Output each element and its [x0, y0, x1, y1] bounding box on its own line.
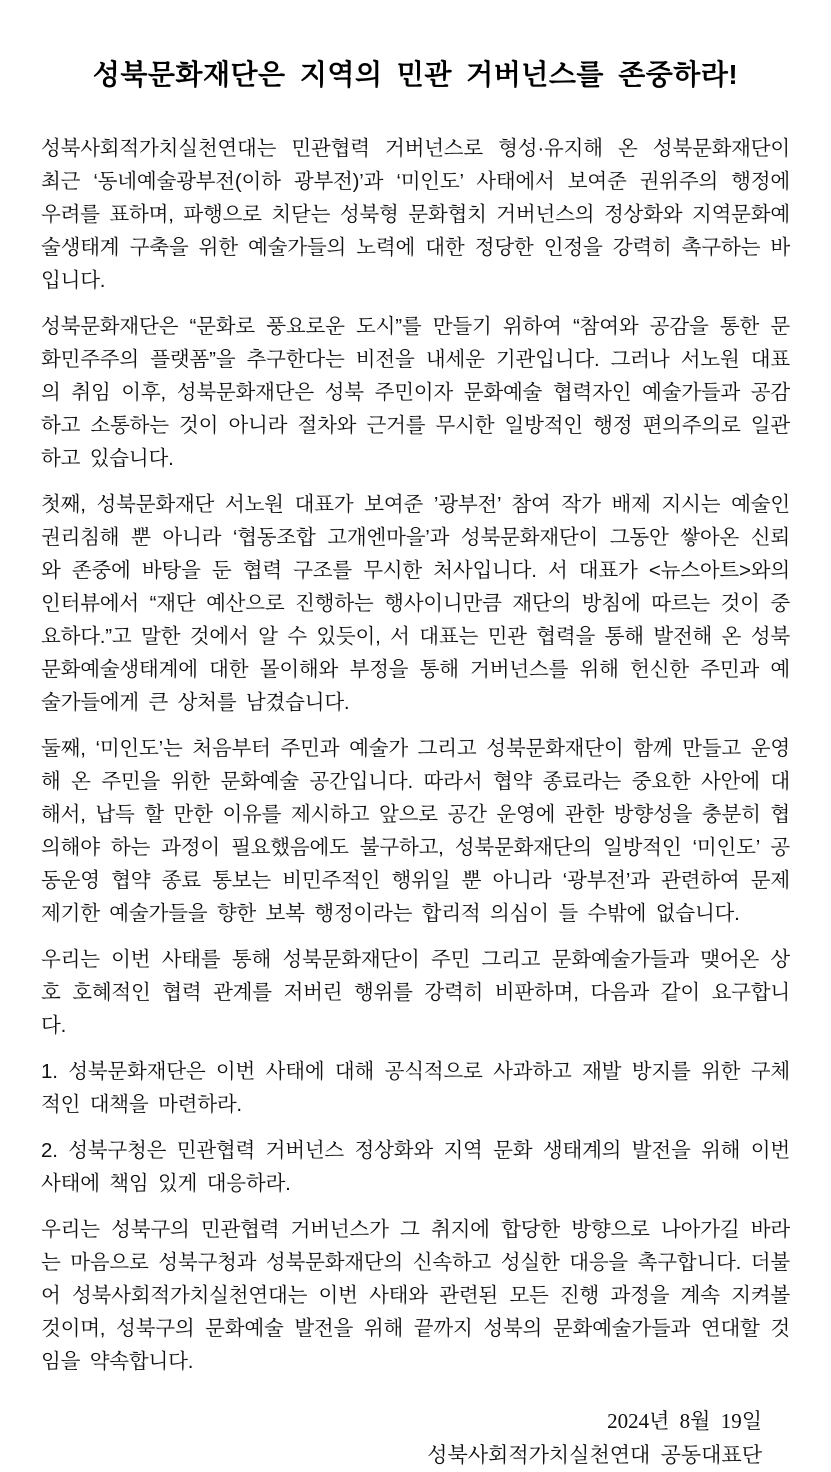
signature-block [41, 1404, 790, 1472]
demand-item-2: 2. 성북구청은 민관협력 거버넌스 정상화와 지역 문화 생태계의 발전을 위해 이번 사태에 책임 있게 대응하라. [41, 1139, 790, 1195]
first-issue-paragraph: 첫째, 성북문화재단 서노원 대표가 보여준 ’광부전’ 참여 작가 배제 지시는 예술인 권리침해 뿐 아니라 ‘협동조합 고개엔마을’과 성북문화재단이 그동안 쌓아온 신뢰와 존중에 바탕을 둔 협력 구조를 무시한 처사입니다. 서 대표가 <뉴스아트>와의 인터뷰에서 “재단 예산으로 진행하는 행사이니만큼 재단의 방침에 따르는 것이 중요하다.”고 말한 것에서 알 수 있듯이, 서 대표는 민관 협력을 통해 발전해 온 성북문화예술생태계에 대한 몰이해와 부정을 통해 거버넌스를 위해 헌신한 주민과 예술가들에게 큰 상처를 남겼습니다. [41, 493, 790, 714]
criticism-paragraph: 우리는 이번 사태를 통해 성북문화재단이 주민 그리고 문화예술가들과 맺어온 상호 호혜적인 협력 관계를 저버린 행위를 강력히 비판하며, 다음과 같이 요구합니다. [41, 948, 790, 1037]
document-date: 2024년 8월 19일 [607, 1409, 762, 1433]
intro-paragraph: 성북사회적가치실천연대는 민관협력 거버넌스로 형성·유지해 온 성북문화재단이 최근 ‘동네예술광부전(이하 광부전)’과 ‘미인도’ 사태에서 보여준 권위주의 행정에 우려를 표하며, 파행으로 치닫는 성북형 문화협치 거버넌스의 정상화와 지역문화예술생태계 구축을 위한 예술가들의 노력에 대한 정당한 인정을 강력히 촉구하는 바입니다. [41, 137, 790, 292]
signature-organization: 성북사회적가치실천연대 공동대표단 [427, 1443, 762, 1467]
demand-item-1: 1. 성북문화재단은 이번 사태에 대해 공식적으로 사과하고 재발 방지를 위한 구체적인 대책을 마련하라. [41, 1060, 790, 1116]
closing-paragraph: 우리는 성북구의 민관협력 거버넌스가 그 취지에 합당한 방향으로 나아가길 바라는 마음으로 성북구청과 성북문화재단의 신속하고 성실한 대응을 촉구합니다. 더불어 성북사회적가치실천연대는 이번 사태와 관련된 모든 진행 과정을 계속 지켜볼 것이며, 성북구의 문화예술 발전을 위해 끝까지 성북의 문화예술가들과 연대할 것임을 약속합니다. [41, 1218, 790, 1373]
document-title: 성북문화재단은 지역의 민관 거버넌스를 존중하라! [92, 59, 739, 90]
second-issue-paragraph: 둘째, ‘미인도’는 처음부터 주민과 예술가 그리고 성북문화재단이 함께 만들고 운영해 온 주민을 위한 문화예술 공간입니다. 따라서 협약 종료라는 중요한 사안에 대해서, 납득 할 만한 이유를 제시하고 앞으로 공간 운영에 관한 방향성을 충분히 협의해야 하는 과정이 필요했음에도 불구하고, 성북문화재단의 일방적인 ‘미인도’ 공동운영 협약 종료 통보는 비민주적인 행위일 뿐 아니라 ‘광부전’과 관련하여 문제 제기한 예술가들을 향한 보복 행정이라는 합리적 의심이 들 수밖에 없습니다. [41, 737, 790, 925]
foundation-vision-paragraph: 성북문화재단은 “문화로 풍요로운 도시”를 만들기 위하여 “참여와 공감을 통한 문화민주주의 플랫폼”을 추구한다는 비전을 내세운 기관입니다. 그러나 서노원 대표의 취임 이후, 성북문화재단은 성북 주민이자 문화예술 협력자인 예술가들과 공감하고 소통하는 것이 아니라 절차와 근거를 무시한 일방적인 행정 편의주의로 일관하고 있습니다. [41, 315, 790, 470]
